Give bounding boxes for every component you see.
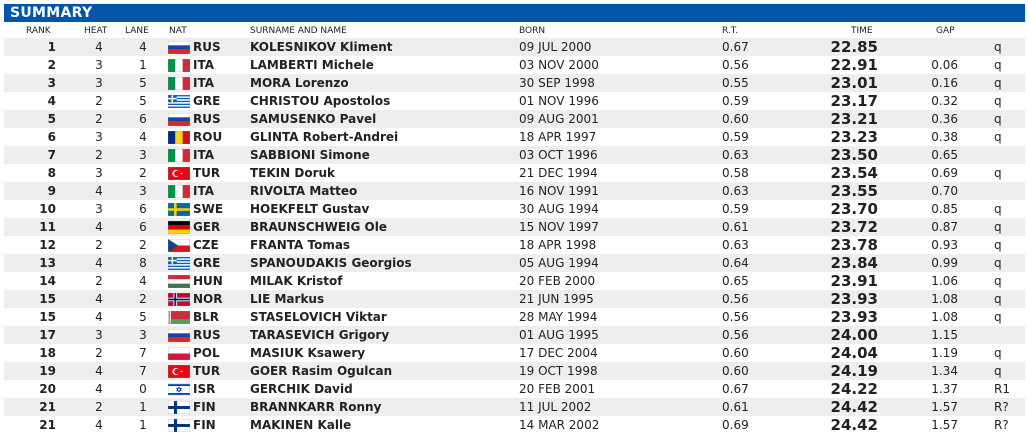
time-cell: 23.23 [830, 128, 878, 146]
born-cell: 21 JUN 1995 [519, 292, 594, 306]
time-cell: 23.93 [830, 308, 878, 326]
athlete-name: SAMUSENKO Pavel [250, 112, 377, 126]
table-row [4, 290, 1025, 308]
lane-cell: 4 [139, 274, 147, 288]
heat-cell: 3 [95, 328, 103, 342]
reaction-time-cell: 0.59 [722, 94, 749, 108]
table-row [4, 326, 1025, 344]
header-born: BORN [519, 26, 546, 36]
born-cell: 05 AUG 1994 [519, 256, 599, 270]
qualification-cell: q [994, 94, 1002, 108]
nat-cell: ITA [193, 58, 215, 72]
flag-icon [168, 329, 190, 342]
athlete-name: GLINTA Robert-Andrei [250, 130, 399, 144]
nat-cell: CZE [193, 238, 219, 252]
rank-cell: 21 [39, 418, 56, 432]
gap-cell: 0.36 [931, 112, 958, 126]
table-row [4, 272, 1025, 290]
table-row [4, 380, 1025, 398]
nat-cell: GRE [193, 256, 221, 270]
rank-cell: 12 [39, 238, 56, 252]
flag-icon [168, 365, 190, 378]
heat-cell: 3 [95, 202, 103, 216]
reaction-time-cell: 0.59 [722, 202, 749, 216]
rank-cell: 15 [39, 310, 56, 324]
nat-cell: RUS [193, 112, 221, 126]
qualification-cell: q [994, 40, 1002, 54]
lane-cell: 4 [139, 130, 147, 144]
time-cell: 23.50 [830, 146, 878, 164]
nat-cell: RUS [193, 328, 221, 342]
lane-cell: 7 [139, 364, 147, 378]
qualification-cell: q [994, 310, 1002, 324]
flag-icon [168, 275, 190, 288]
nat-cell: POL [193, 346, 220, 360]
flag-icon [168, 293, 190, 306]
heat-cell: 2 [95, 112, 103, 126]
athlete-name: MILAK Kristof [250, 274, 343, 288]
rank-cell: 4 [47, 94, 56, 108]
qualification-cell: q [994, 220, 1002, 234]
heat-cell: 4 [95, 40, 103, 54]
lane-cell: 2 [139, 238, 147, 252]
lane-cell: 8 [139, 256, 147, 270]
table-row [4, 308, 1025, 326]
reaction-time-cell: 0.63 [722, 148, 749, 162]
gap-cell: 1.08 [931, 310, 958, 324]
lane-cell: 2 [139, 166, 147, 180]
athlete-name: SPANOUDAKIS Georgios [250, 256, 412, 270]
time-cell: 23.78 [830, 236, 878, 254]
rank-cell: 9 [47, 184, 56, 198]
heat-cell: 4 [95, 364, 103, 378]
heat-cell: 3 [95, 130, 103, 144]
time-cell: 23.91 [830, 272, 878, 290]
nat-cell: FIN [193, 400, 216, 414]
flag-icon [168, 347, 190, 360]
born-cell: 09 AUG 2001 [519, 112, 599, 126]
table-row [4, 74, 1025, 92]
athlete-name: SABBIONI Simone [250, 148, 370, 162]
reaction-time-cell: 0.56 [722, 292, 749, 306]
lane-cell: 3 [139, 328, 147, 342]
rank-cell: 11 [39, 220, 56, 234]
reaction-time-cell: 0.64 [722, 256, 749, 270]
table-row [4, 182, 1025, 200]
born-cell: 20 FEB 2000 [519, 274, 596, 288]
reaction-time-cell: 0.67 [722, 40, 749, 54]
rank-cell: 18 [39, 346, 56, 360]
table-row [4, 398, 1025, 416]
reaction-time-cell: 0.56 [722, 58, 749, 72]
heat-cell: 4 [95, 184, 103, 198]
nat-cell: ITA [193, 184, 215, 198]
lane-cell: 6 [139, 220, 147, 234]
flag-icon [168, 131, 190, 144]
time-cell: 23.54 [830, 164, 878, 182]
lane-cell: 5 [139, 310, 147, 324]
nat-cell: GRE [193, 94, 221, 108]
born-cell: 03 OCT 1996 [519, 148, 598, 162]
table-row [4, 146, 1025, 164]
time-cell: 23.55 [830, 182, 878, 200]
heat-cell: 3 [95, 58, 103, 72]
table-row [4, 38, 1025, 56]
gap-cell: 0.06 [931, 58, 958, 72]
flag-icon [168, 185, 190, 198]
summary-title: SUMMARY [4, 4, 1025, 22]
time-cell: 23.84 [830, 254, 878, 272]
athlete-name: LIE Markus [250, 292, 325, 306]
time-cell: 23.72 [830, 218, 878, 236]
born-cell: 17 DEC 2004 [519, 346, 598, 360]
heat-cell: 4 [95, 382, 103, 396]
flag-icon [168, 149, 190, 162]
born-cell: 11 JUL 2002 [519, 400, 592, 414]
qualification-cell: q [994, 274, 1002, 288]
heat-cell: 2 [95, 94, 103, 108]
time-cell: 24.00 [830, 326, 878, 344]
gap-cell: 0.69 [931, 166, 958, 180]
gap-cell: 0.93 [931, 238, 958, 252]
header-heat: HEAT [84, 26, 108, 36]
column-headers [4, 24, 1025, 38]
results-table [4, 38, 1025, 434]
nat-cell: ISR [193, 382, 216, 396]
born-cell: 01 AUG 1995 [519, 328, 599, 342]
nat-cell: TUR [193, 166, 221, 180]
table-row [4, 164, 1025, 182]
heat-cell: 3 [95, 76, 103, 90]
time-cell: 22.85 [830, 38, 878, 56]
time-cell: 24.42 [830, 398, 878, 416]
flag-icon [168, 221, 190, 234]
heat-cell: 2 [95, 148, 103, 162]
nat-cell: ROU [193, 130, 223, 144]
table-row [4, 92, 1025, 110]
rank-cell: 6 [47, 130, 56, 144]
qualification-cell: q [994, 76, 1002, 90]
rank-cell: 21 [39, 400, 56, 414]
lane-cell: 1 [139, 400, 147, 414]
born-cell: 15 NOV 1997 [519, 220, 599, 234]
time-cell: 24.22 [830, 380, 878, 398]
header-time: TIME [851, 26, 873, 36]
born-cell: 14 MAR 2002 [519, 418, 600, 432]
lane-cell: 3 [139, 148, 147, 162]
athlete-name: LAMBERTI Michele [250, 58, 374, 72]
reaction-time-cell: 0.60 [722, 346, 749, 360]
time-cell: 23.01 [830, 74, 878, 92]
born-cell: 16 NOV 1991 [519, 184, 599, 198]
reaction-time-cell: 0.55 [722, 76, 749, 90]
gap-cell: 0.16 [931, 76, 958, 90]
reaction-time-cell: 0.61 [722, 220, 749, 234]
rank-cell: 1 [47, 40, 56, 54]
heat-cell: 4 [95, 292, 103, 306]
nat-cell: FIN [193, 418, 216, 432]
heat-cell: 4 [95, 418, 103, 432]
rank-cell: 20 [39, 382, 56, 396]
reaction-time-cell: 0.60 [722, 112, 749, 126]
time-cell: 23.17 [830, 92, 878, 110]
lane-cell: 0 [139, 382, 147, 396]
table-row [4, 236, 1025, 254]
gap-cell: 0.32 [931, 94, 958, 108]
rank-cell: 5 [47, 112, 56, 126]
nat-cell: BLR [193, 310, 220, 324]
born-cell: 01 NOV 1996 [519, 94, 599, 108]
heat-cell: 2 [95, 346, 103, 360]
flag-icon [168, 77, 190, 90]
flag-icon [168, 257, 190, 270]
reaction-time-cell: 0.63 [722, 184, 749, 198]
flag-icon [168, 59, 190, 72]
athlete-name: STASELOVICH Viktar [250, 310, 387, 324]
header-rt: R.T. [722, 26, 739, 36]
athlete-name: BRAUNSCHWEIG Ole [250, 220, 387, 234]
born-cell: 03 NOV 2000 [519, 58, 599, 72]
table-row [4, 344, 1025, 362]
heat-cell: 3 [95, 166, 103, 180]
born-cell: 18 APR 1998 [519, 238, 597, 252]
qualification-cell: q [994, 238, 1002, 252]
nat-cell: ITA [193, 148, 215, 162]
gap-cell: 0.65 [931, 148, 958, 162]
heat-cell: 4 [95, 256, 103, 270]
qualification-cell: q [994, 292, 1002, 306]
gap-cell: 1.57 [931, 400, 958, 414]
flag-icon [168, 311, 190, 324]
time-cell: 24.19 [830, 362, 878, 380]
athlete-name: KOLESNIKOV Kliment [250, 40, 393, 54]
athlete-name: RIVOLTA Matteo [250, 184, 358, 198]
lane-cell: 1 [139, 418, 147, 432]
reaction-time-cell: 0.67 [722, 382, 749, 396]
rank-cell: 3 [47, 76, 56, 90]
lane-cell: 7 [139, 346, 147, 360]
born-cell: 09 JUL 2000 [519, 40, 592, 54]
header-name: SURNAME AND NAME [250, 26, 347, 36]
lane-cell: 2 [139, 292, 147, 306]
reaction-time-cell: 0.60 [722, 364, 749, 378]
athlete-name: FRANTA Tomas [250, 238, 351, 252]
flag-icon [168, 113, 190, 126]
gap-cell: 0.85 [931, 202, 958, 216]
table-row [4, 56, 1025, 74]
rank-cell: 7 [47, 148, 56, 162]
rank-cell: 13 [39, 256, 56, 270]
athlete-name: TEKIN Doruk [250, 166, 336, 180]
table-row [4, 128, 1025, 146]
flag-icon [168, 41, 190, 54]
qualification-cell: q [994, 256, 1002, 270]
qualification-cell: q [994, 364, 1002, 378]
table-row [4, 218, 1025, 236]
qualification-cell: q [994, 58, 1002, 72]
reaction-time-cell: 0.63 [722, 238, 749, 252]
reaction-time-cell: 0.56 [722, 328, 749, 342]
athlete-name: MAKINEN Kalle [250, 418, 352, 432]
nat-cell: RUS [193, 40, 221, 54]
table-row [4, 110, 1025, 128]
lane-cell: 6 [139, 112, 147, 126]
athlete-name: HOEKFELT Gustav [250, 202, 370, 216]
rank-cell: 19 [39, 364, 56, 378]
flag-icon [168, 203, 190, 216]
reaction-time-cell: 0.56 [722, 310, 749, 324]
lane-cell: 5 [139, 76, 147, 90]
reaction-time-cell: 0.58 [722, 166, 749, 180]
rank-cell: 17 [39, 328, 56, 342]
gap-cell: 1.34 [931, 364, 958, 378]
born-cell: 18 APR 1997 [519, 130, 597, 144]
gap-cell: 0.70 [931, 184, 958, 198]
gap-cell: 0.99 [931, 256, 958, 270]
gap-cell: 0.87 [931, 220, 958, 234]
nat-cell: SWE [193, 202, 224, 216]
nat-cell: TUR [193, 364, 221, 378]
born-cell: 30 AUG 1994 [519, 202, 599, 216]
reaction-time-cell: 0.69 [722, 418, 749, 432]
born-cell: 20 FEB 2001 [519, 382, 596, 396]
time-cell: 23.93 [830, 290, 878, 308]
gap-cell: 0.38 [931, 130, 958, 144]
qualification-cell: q [994, 112, 1002, 126]
qualification-cell: q [994, 166, 1002, 180]
time-cell: 23.70 [830, 200, 878, 218]
athlete-name: BRANNKARR Ronny [250, 400, 382, 414]
gap-cell: 1.37 [931, 382, 958, 396]
flag-icon [168, 419, 190, 432]
qualification-cell: q [994, 202, 1002, 216]
time-cell: 24.04 [830, 344, 878, 362]
nat-cell: ITA [193, 76, 215, 90]
athlete-name: MORA Lorenzo [250, 76, 349, 90]
time-cell: 23.21 [830, 110, 878, 128]
nat-cell: HUN [193, 274, 223, 288]
table-row [4, 416, 1025, 434]
lane-cell: 4 [139, 40, 147, 54]
lane-cell: 1 [139, 58, 147, 72]
time-cell: 22.91 [830, 56, 878, 74]
heat-cell: 4 [95, 310, 103, 324]
rank-cell: 15 [39, 292, 56, 306]
athlete-name: TARASEVICH Grigory [250, 328, 390, 342]
gap-cell: 1.57 [931, 418, 958, 432]
flag-icon [168, 239, 190, 252]
nat-cell: GER [193, 220, 221, 234]
lane-cell: 6 [139, 202, 147, 216]
athlete-name: GOER Rasim Ogulcan [250, 364, 393, 378]
table-row [4, 254, 1025, 272]
flag-icon [168, 383, 190, 396]
flag-icon [168, 167, 190, 180]
born-cell: 19 OCT 1998 [519, 364, 598, 378]
flag-icon [168, 401, 190, 414]
time-cell: 24.42 [830, 416, 878, 434]
reaction-time-cell: 0.59 [722, 130, 749, 144]
flag-icon [168, 95, 190, 108]
lane-cell: 3 [139, 184, 147, 198]
qualification-cell: R? [994, 418, 1009, 432]
reaction-time-cell: 0.61 [722, 400, 749, 414]
header-lane: LANE [125, 26, 149, 36]
nat-cell: NOR [193, 292, 223, 306]
table-row [4, 362, 1025, 380]
qualification-cell: q [994, 130, 1002, 144]
rank-cell: 10 [39, 202, 56, 216]
heat-cell: 2 [95, 400, 103, 414]
header-nat: NAT [169, 26, 187, 36]
gap-cell: 1.15 [931, 328, 958, 342]
born-cell: 30 SEP 1998 [519, 76, 595, 90]
header-gap: GAP [936, 26, 955, 36]
rank-cell: 2 [47, 58, 56, 72]
gap-cell: 1.19 [931, 346, 958, 360]
athlete-name: CHRISTOU Apostolos [250, 94, 391, 108]
athlete-name: GERCHIK David [250, 382, 353, 396]
born-cell: 28 MAY 1994 [519, 310, 598, 324]
born-cell: 21 DEC 1994 [519, 166, 598, 180]
qualification-cell: R? [994, 400, 1009, 414]
qualification-cell: R1 [994, 382, 1010, 396]
header-rank: RANK [26, 26, 51, 36]
reaction-time-cell: 0.65 [722, 274, 749, 288]
rank-cell: 14 [39, 274, 56, 288]
athlete-name: MASIUK Ksawery [250, 346, 366, 360]
heat-cell: 2 [95, 274, 103, 288]
heat-cell: 2 [95, 238, 103, 252]
table-row [4, 200, 1025, 218]
heat-cell: 4 [95, 220, 103, 234]
rank-cell: 8 [47, 166, 56, 180]
gap-cell: 1.06 [931, 274, 958, 288]
gap-cell: 1.08 [931, 292, 958, 306]
qualification-cell: q [994, 346, 1002, 360]
lane-cell: 5 [139, 94, 147, 108]
